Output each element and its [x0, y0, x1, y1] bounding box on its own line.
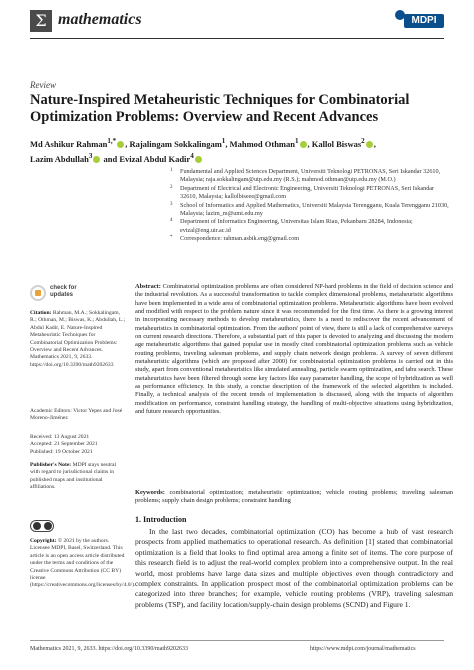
note-text: MDPI stays neutral with regard to jurisdictional claims in published maps and institutional affiliations. — [30, 462, 117, 491]
orcid-icon[interactable] — [117, 141, 124, 148]
check-updates-label[interactable]: check for updates — [50, 285, 77, 298]
publisher-logo[interactable]: MDPI — [404, 14, 444, 28]
author-sup: 3 — [88, 151, 93, 160]
correspondence: * Correspondence: rahman.asbik.eng@gmail.com — [170, 235, 300, 243]
author-name[interactable]: Mahmod Othman — [229, 138, 295, 149]
author-sup: 2 — [361, 137, 365, 145]
paper-title: Nature-Inspired Metaheuristic Techniques for Combinatorial Optimization Problems: Overview and Recent Advances — [30, 92, 410, 125]
author-sup: 1 — [295, 137, 299, 145]
author-name[interactable]: Lazim Abdullah — [30, 153, 89, 164]
affiliation-item: 4 Department of Informatics Engineering, Universitas Islam Riau, Pekanbaru 28284, Indonesia; evizal@eng.uir.ac.id — [170, 218, 413, 234]
orcid-icon[interactable] — [93, 156, 100, 163]
cc-icon — [33, 522, 41, 530]
header-divider — [30, 38, 444, 39]
affiliation-item: 3 School of Informatics and Applied Mathematics, Universiti Malaysia Terengganu, Kuala Terengganu 21030, Malaysia; lazim_m@umt.edu.my — [170, 201, 449, 218]
accepted-date: Accepted: 21 September 2021 — [30, 441, 98, 448]
abstract-label: Abstract: — [135, 283, 161, 290]
keywords-label: Keywords: — [135, 489, 165, 496]
published-date: Published: 19 October 2021 — [30, 448, 93, 455]
footer-journal-link[interactable]: https://www.mdpi.com/journal/mathematics — [310, 646, 416, 652]
affiliation-item: 2 Department of Electrical and Electronic Engineering, Universiti Teknologi PETRONAS, Seri Iskandar 32610, Malaysia; kallolbiseee@gmail.com — [170, 184, 435, 201]
keywords-text: combinatorial optimization; metaheuristic optimization; vehicle routing problems; traveling salesman problems; supply chain design problems; constraint handling — [135, 489, 453, 505]
journal-logo-icon: Σ — [30, 10, 52, 32]
author-name[interactable]: Kallol Biswas — [311, 138, 362, 149]
copyright-label: Copyright: — [30, 538, 57, 544]
received-date: Received: 13 August 2021 — [30, 434, 90, 440]
orcid-icon[interactable] — [366, 141, 373, 148]
intro-paragraph: In the last two decades, combinatorial optimization (CO) has become a hub of vast research prospects from applied mathematics to operational research. As definition [1] stated that combinatorial optimization is a field that looks to find optimal area among a finite set of items. The core purpose of this research field is to adjust the real-world complex problem into a comprehensive output. In the real world, most problems have large data sizes and multiple objectives even though contradictory and complex constraints. In application prospect most of the combinatorial optimization problems can be categorized into three branches; for example, vehicle routing problems (VRP), traveling salesman problems (TSP), and facility location/supply-chain design problems (SCND) and Figure 1. — [135, 527, 453, 609]
keywords — [135, 489, 453, 506]
editors-block — [30, 408, 126, 423]
dates-block — [30, 434, 126, 456]
author-name[interactable]: Evizal Abdul Kadir — [119, 153, 191, 164]
citation-label: Citation: — [30, 310, 52, 316]
affiliation-list — [170, 168, 450, 244]
author-name[interactable]: Md Ashikur Rahman — [30, 138, 108, 149]
author-list: Md Ashikur Rahman$^{1,*}$ , Rajalingam Sokkalingam$^1$, Mahmod Othman$^1$ , Kallol Biswas$^2$ , Lazim Abdullah$^3$ and Evizal Abdul Kadir$^4$ — [30, 137, 376, 164]
author-name[interactable]: Rajalingam Sokkalingam — [129, 138, 222, 149]
affiliation-item: 1 Fundamental and Applied Sciences Department, Universiti Teknologi PETRONAS, Seri Iskandar 32610, Malaysia; raja.sokkalingam@utp.edu.my (R.S.); mahmod.othman@utp.edu.my (M.O.) — [170, 168, 441, 184]
footer-citation: Mathematics 2021, 9, 2633. https://doi.org/10.3390/math9202633 — [30, 646, 189, 652]
copyright-block — [30, 538, 136, 590]
by-icon — [44, 522, 52, 530]
footer-divider — [30, 640, 444, 641]
check-updates-mark-icon — [35, 290, 41, 296]
editors-label: Academic Editors: — [30, 408, 72, 414]
citation-block — [30, 310, 126, 369]
author-sup: 1,* — [107, 137, 117, 145]
orcid-icon[interactable] — [195, 156, 202, 163]
author-sup: 1 — [221, 137, 226, 145]
orcid-icon[interactable] — [300, 141, 307, 148]
editors-text: Victor Yepes and José Moreno-Jiménez — [30, 408, 123, 422]
author-sup: 4 — [190, 151, 194, 160]
note-label: Publisher's Note: — [30, 462, 72, 468]
article-type: Review — [30, 80, 56, 90]
copyright-text: © 2021 by the authors. Licensee MDPI, Basel, Switzerland. This article is an open access article distributed under the terms and conditions of the Creative Commons Attribution (CC BY) license (https://creativecommons.org/licenses/by/4.0/). — [30, 538, 136, 589]
abstract — [135, 283, 453, 417]
citation-text: Rahman, M.A.; Sokkalingam, R.; Othman, M.; Biswas, K.; Abdullah, L.; Abdul Kadir, E. Nature-Inspired Metaheuristic Techniques for Combinatorial Optimization Problems: Overview and Recent Advances. Mathematics 2021, 9, 2633. https://doi.org/10.3390/math9202633 — [30, 310, 126, 368]
journal-name[interactable]: mathematics — [58, 11, 142, 28]
abstract-text: Combinatorial optimization problems are often considered NP-hard problems in the field of decision science and the industrial revolution. As a successful transformation to tackle complex dimensional problems, metaheuristic algorithms have been implemented in a wide area of combinatorial optimization problems. Metaheuristic algorithms have been evolved and modified with respect to the problem nature since it was recommended for the first time. As there is a growing interest in incorporating necessary methods to develop metaheuristics, there is a need to rediscover the recent advancement of metaheuristics in combinatorial optimization. From the authors' point of view, there is still a lack of comprehensive surveys on current research directions. Therefore, a substantial part of this paper is devoted to analyzing and discussing the modern age metaheuristic algorithms that gained popular use in mostly cited combinatorial optimization problems such as vehicle routing problems, traveling salesman problems, and supply chain network design problems. A survey of seven different metaheuristic algorithms (which are proposed after 2000) for combinatorial optimization problems is carried out in this study, apart from conventional metaheuristics like simulated annealing, particle swarm optimization, and tabu search. These metaheuristics have been filtered through some key factors like easy parameter handling, the scope of hybridization as well as performance efficiency. In this study, a concise description of the framework of the selected algorithm is included. Finally, a technical analysis of the recent trends of implementation is discussed, along with the impacts of algorithm modification on performance, constraint handling strategy, the handling of multi-objective situations using hybridization, and future research opportunities. — [135, 283, 453, 416]
publisher-note — [30, 462, 126, 492]
section-heading: 1. Introduction — [135, 515, 187, 524]
